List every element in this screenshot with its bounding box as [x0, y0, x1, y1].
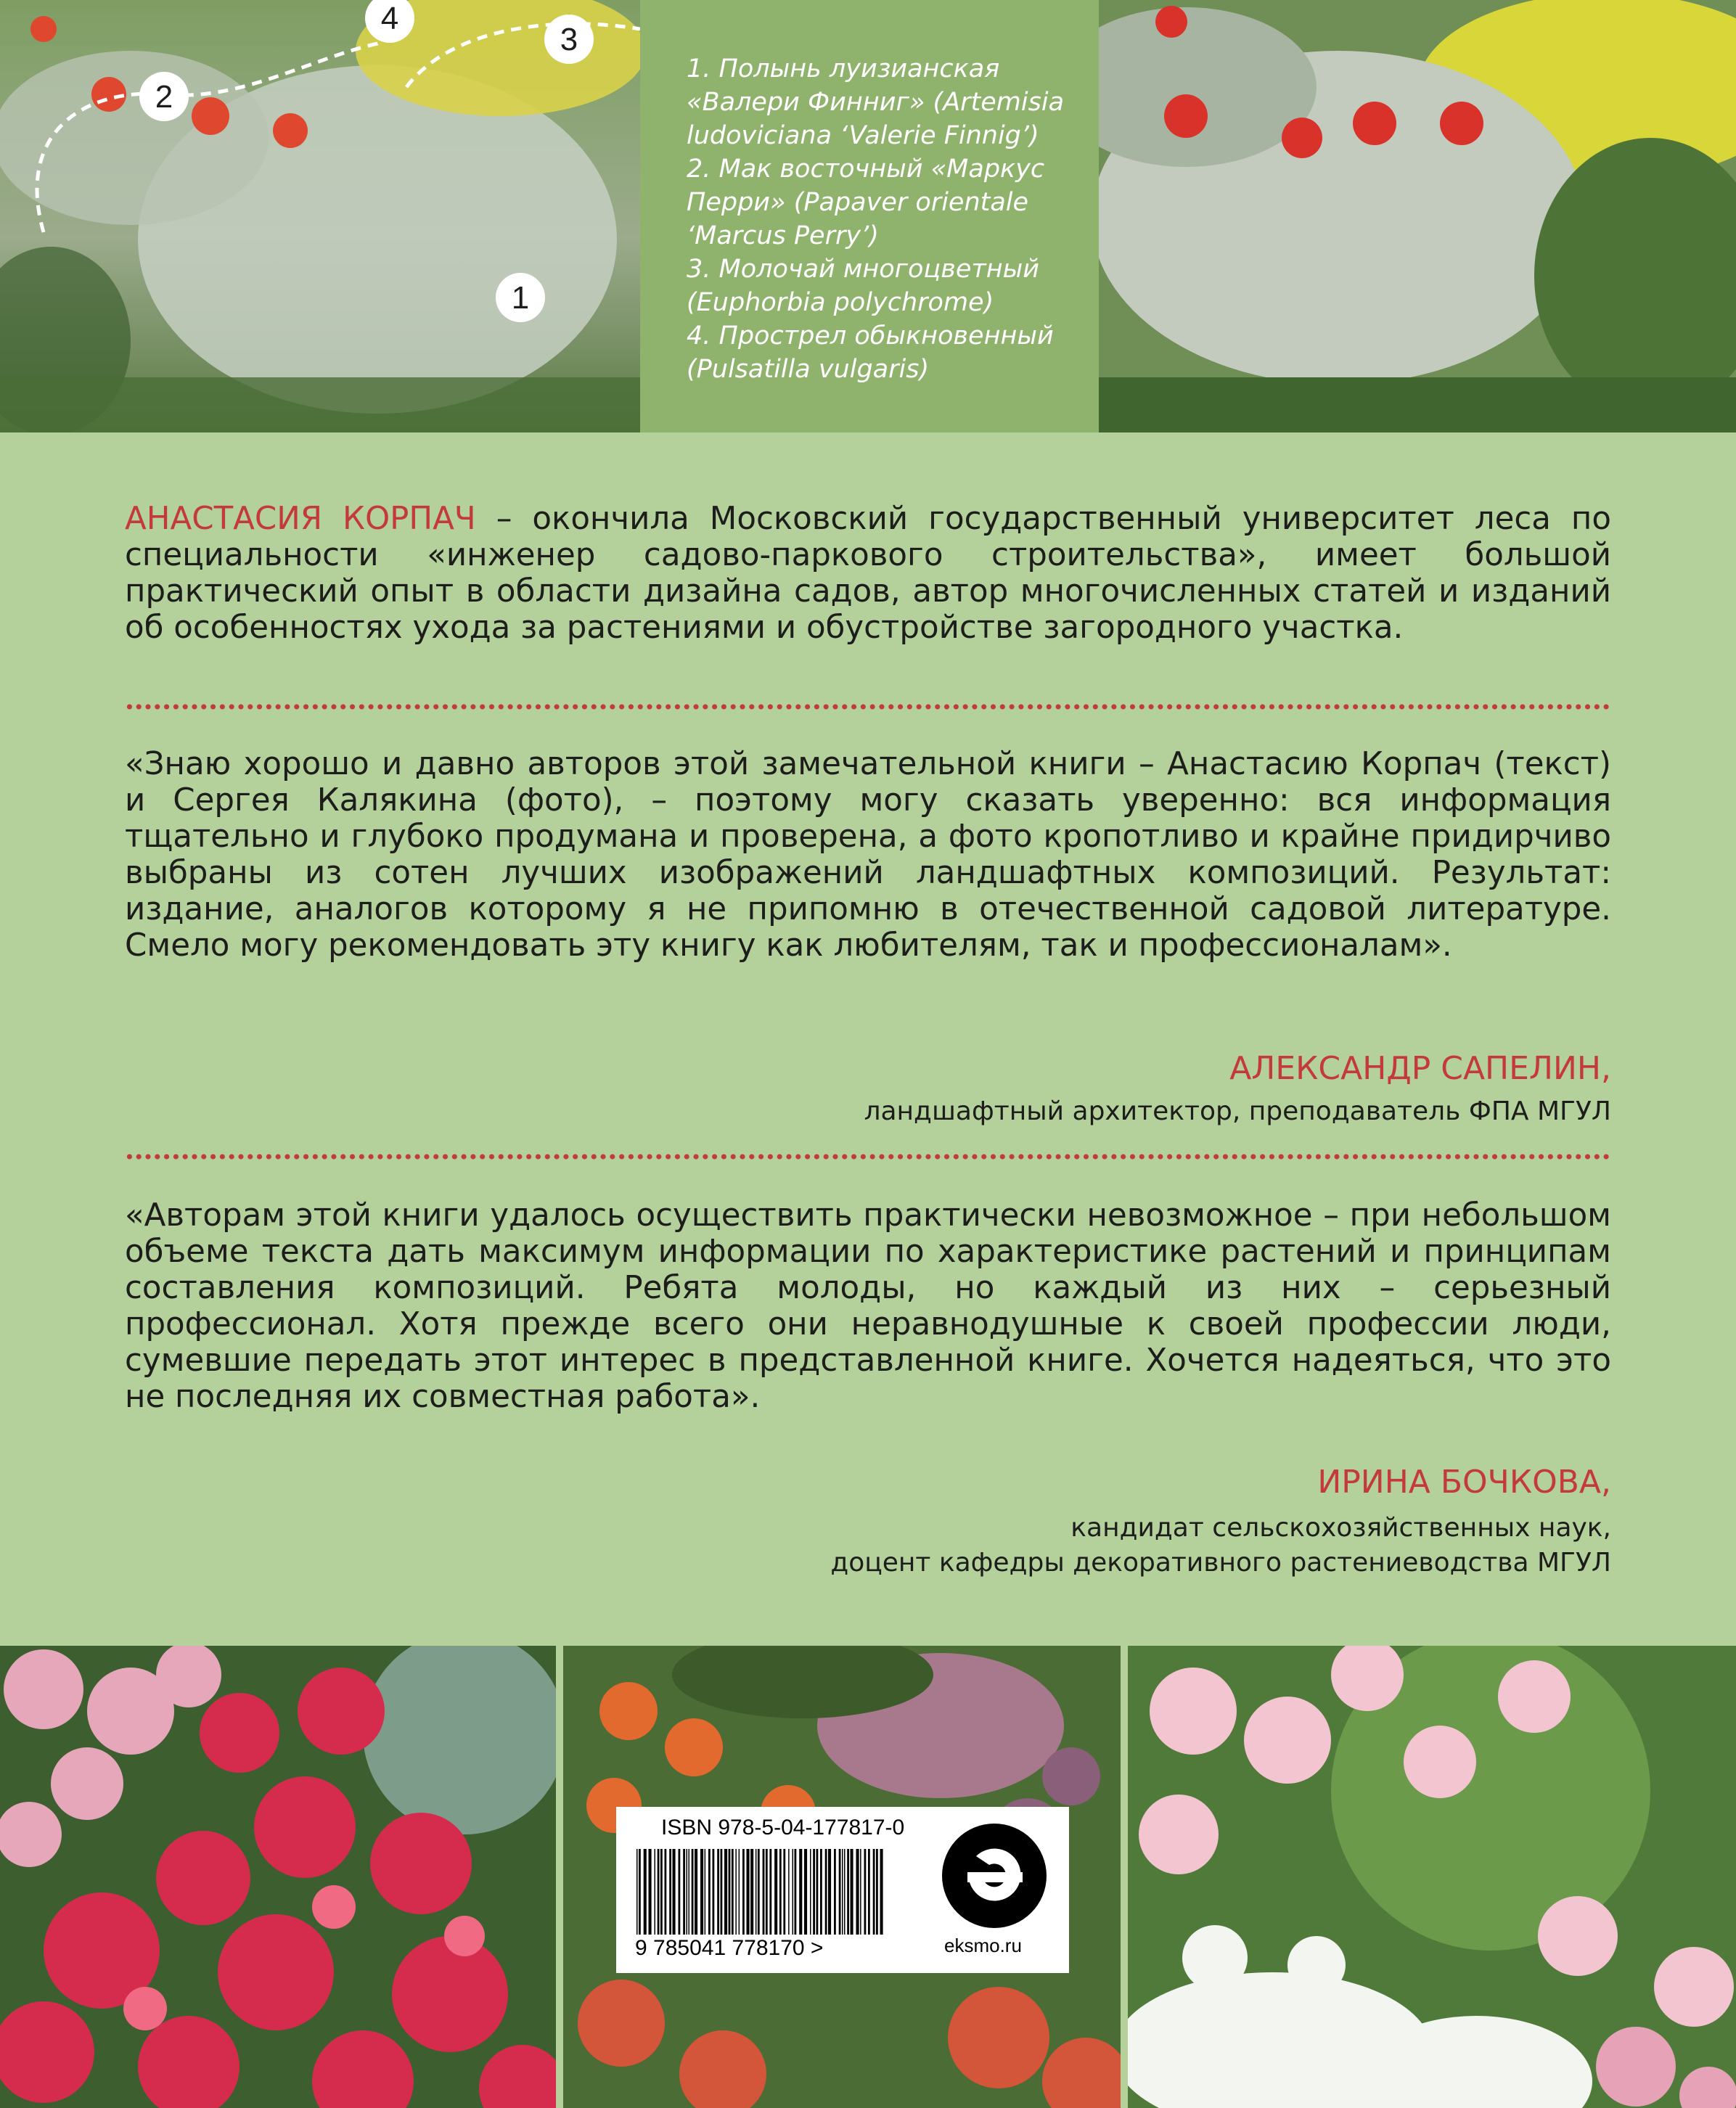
author-bio-text: – окончила Московский государственный университет леса по специальности «инженер садово-паркового строительства», имеет большой практический опыт в области дизайна садов, автор многочисленных статей и изданий об особенностях ухода за растениями и обустройстве загородного участка. [125, 501, 1611, 646]
barcode-bar [860, 1849, 861, 1935]
barcode-bar [639, 1849, 641, 1935]
review-signature [830, 1463, 1611, 1580]
dotted-divider [125, 703, 1611, 710]
barcode-bar [655, 1849, 656, 1935]
barcode-bar [636, 1849, 638, 1935]
barcode-bar [876, 1849, 878, 1935]
barcode-bar [717, 1849, 719, 1935]
barcode-bar [683, 1849, 685, 1935]
barcode-bar [660, 1849, 663, 1935]
barcode-bar [880, 1849, 883, 1935]
barcode-bar [804, 1849, 807, 1935]
barcode-bar [856, 1849, 859, 1935]
barcode-bar [732, 1849, 734, 1935]
barcode-bar [793, 1849, 794, 1935]
barcode-bar [795, 1849, 797, 1935]
barcode-bar [774, 1849, 777, 1935]
barcode-bar [735, 1849, 737, 1935]
barcode-bar [665, 1849, 667, 1935]
barcode-bar [799, 1849, 802, 1935]
bottom-left-roses-photo [0, 1646, 556, 2108]
barcode-bar [813, 1849, 815, 1935]
barcode-bar [713, 1849, 715, 1935]
barcode-bar [769, 1849, 771, 1935]
barcode-bar [766, 1849, 768, 1935]
review-signature [864, 1049, 1611, 1129]
barcode-bar [689, 1849, 690, 1935]
barcode-bar [708, 1849, 711, 1935]
barcode-bar [700, 1849, 703, 1935]
marker-1: 1 [511, 280, 530, 316]
reviewer-name: АЛЕКСАНДР САПЕЛИН, [1229, 1050, 1611, 1087]
legend-item: 3. Молочай многоцветный (Euphorbia polychrome) [687, 255, 1040, 317]
eksmo-logo-icon [940, 1821, 1049, 1930]
marker-2: 2 [155, 79, 173, 115]
legend-item: 1. Полынь луизианская «Валери Финниг» (Artemisia ludoviciana ‘Valerie Finnig’) [687, 54, 1065, 150]
barcode-bar [649, 1849, 652, 1935]
barcode-bar [658, 1849, 660, 1935]
isbn-text: ISBN 978-5-04-177817-0 [661, 1816, 905, 1840]
barcode-bar [820, 1849, 822, 1935]
publisher-url: eksmo.ru [944, 1935, 1022, 1956]
marker-3: 3 [560, 22, 578, 57]
barcode-bar [834, 1849, 836, 1935]
barcode-bar [739, 1849, 740, 1935]
barcode-bar [644, 1849, 647, 1935]
barcode-digits: 9 785041 778170 > [635, 1936, 824, 1960]
barcode-bar [705, 1849, 706, 1935]
plant-legend-panel [640, 0, 1099, 432]
barcode-bar [692, 1849, 694, 1935]
barcode-bar [695, 1849, 697, 1935]
plant-legend-list [640, 0, 1099, 386]
reviewer-name: ИРИНА БОЧКОВА, [1317, 1464, 1611, 1501]
barcode-bar [873, 1849, 875, 1935]
legend-item: 4. Прострел обыкновенный (Pulsatilla vulgaris) [687, 321, 1054, 384]
barcode-bar [724, 1849, 727, 1935]
top-left-garden-photo [0, 0, 640, 432]
barcode-bar [721, 1849, 723, 1935]
top-right-garden-photo [1099, 0, 1736, 432]
barcode-bar [758, 1849, 760, 1935]
barcode-bar [763, 1849, 765, 1935]
barcode-bar [742, 1849, 745, 1935]
reviewer-role: кандидат сельскохозяйственных наук, [1070, 1513, 1611, 1543]
barcode-bar [868, 1849, 870, 1935]
barcode-bar [839, 1849, 841, 1935]
barcode-bar [842, 1849, 843, 1935]
barcode-bar [825, 1849, 827, 1935]
barcode-bar [729, 1849, 731, 1935]
barcode-box [616, 1807, 1069, 1973]
reviewer-role: доцент кафедры декоративного растениеводства МГУЛ [830, 1548, 1611, 1578]
barcode-bar [783, 1849, 785, 1935]
barcode-bar [810, 1849, 811, 1935]
barcode-bars [636, 1849, 883, 1935]
barcode-bar [788, 1849, 790, 1935]
barcode-bar [816, 1849, 819, 1935]
barcode-bar [679, 1849, 681, 1935]
barcode-bar [756, 1849, 757, 1935]
reviewer-role: ландшафтный архитектор, преподаватель ФПА МГУЛ [864, 1096, 1611, 1126]
barcode-bar [669, 1849, 671, 1935]
barcode-bar [851, 1849, 853, 1935]
dotted-divider [125, 1153, 1611, 1160]
review-quote: «Знаю хорошо и давно авторов этой замечательной книги – Анастасию Корпач (текст) и Сергея Калякина (фото), – поэтому могу сказать уверенно: вся информация тщательно и глубоко продумана и проверена, а фото кропотливо и крайне придирчиво выбраны из сотен лучших изображений ландшафтных композиций. Результат: издание, аналогов которому я не припомню в отечественной садовой литературе. Смело могу рекомендовать эту книгу как любителям, так и профессионалам». [125, 746, 1611, 964]
barcode-bar [747, 1849, 750, 1935]
barcode-bar [847, 1849, 849, 1935]
marker-4: 4 [380, 1, 399, 36]
barcode-bar [844, 1849, 846, 1935]
author-bio [125, 501, 1611, 646]
author-name: АНАСТАСИЯ КОРПАЧ [125, 501, 476, 537]
barcode-bar [687, 1849, 688, 1935]
barcode-bar [673, 1849, 676, 1935]
legend-item: 2. Мак восточный «Маркус Перри» (Papaver orientale ‘Marcus Perry’) [687, 155, 1045, 250]
barcode-bar [828, 1849, 831, 1935]
barcode-bar [779, 1849, 782, 1935]
barcode-bar [864, 1849, 867, 1935]
bottom-right-flowers-photo [1128, 1646, 1736, 2108]
barcode-bar [750, 1849, 753, 1935]
review-quote: «Авторам этой книги удалось осуществить практически невозможное – при небольшом объеме текста дать максимум информации по характеристике растений и принципам составления композиций. Ребята молоды, но каждый из них – серьезный профессионал. Хотя прежде всего они неравнодушные к своей профессии люди, сумевшие передать этот интерес в представленной книге. Хочется надеяться, что это не последняя их совместная работа». [125, 1197, 1611, 1415]
